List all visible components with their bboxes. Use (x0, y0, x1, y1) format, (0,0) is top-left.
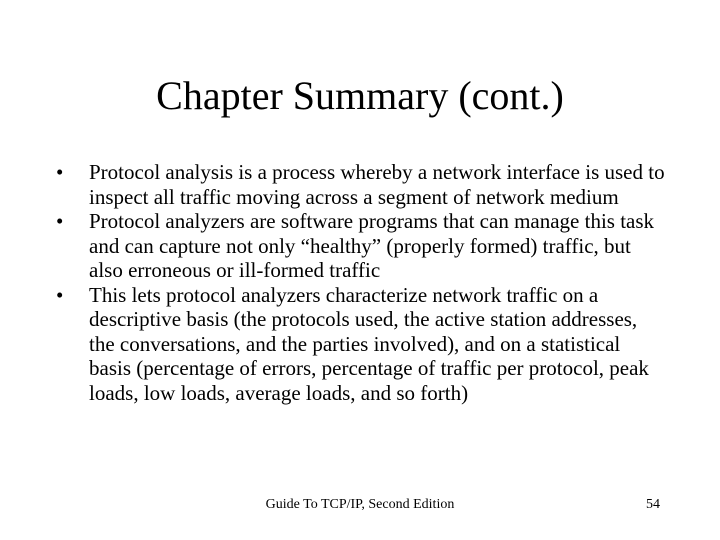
bullet-item (56, 283, 666, 406)
bullet-icon: • (56, 282, 64, 307)
bullet-item (56, 209, 666, 283)
slide-title: Chapter Summary (cont.) (156, 73, 564, 118)
bullet-item (56, 160, 666, 209)
footer-text: Guide To TCP/IP, Second Edition (265, 497, 455, 512)
bullet-text: Protocol analysis is a process whereby a network interface is used to inspect all traffic moving across a segment of network medium (89, 160, 665, 209)
bullet-list (56, 160, 666, 405)
page-number: 54 (646, 497, 660, 512)
bullet-text: Protocol analyzers are software programs that can manage this task and can capture not only “healthy” (properly formed) traffic, but also erroneous or ill-formed traffic (89, 209, 655, 282)
bullet-icon: • (56, 209, 64, 233)
bullet-icon: • (56, 160, 64, 184)
bullet-text: This lets protocol analyzers characterize network traffic on a descriptive basis (the protocols used, the active station addresses, the conversations, and the parties involved), and on a statistical basis (percentage of errors, percentage of traffic per protocol, peak loads, low loads, average loads, and so forth) (89, 282, 649, 405)
